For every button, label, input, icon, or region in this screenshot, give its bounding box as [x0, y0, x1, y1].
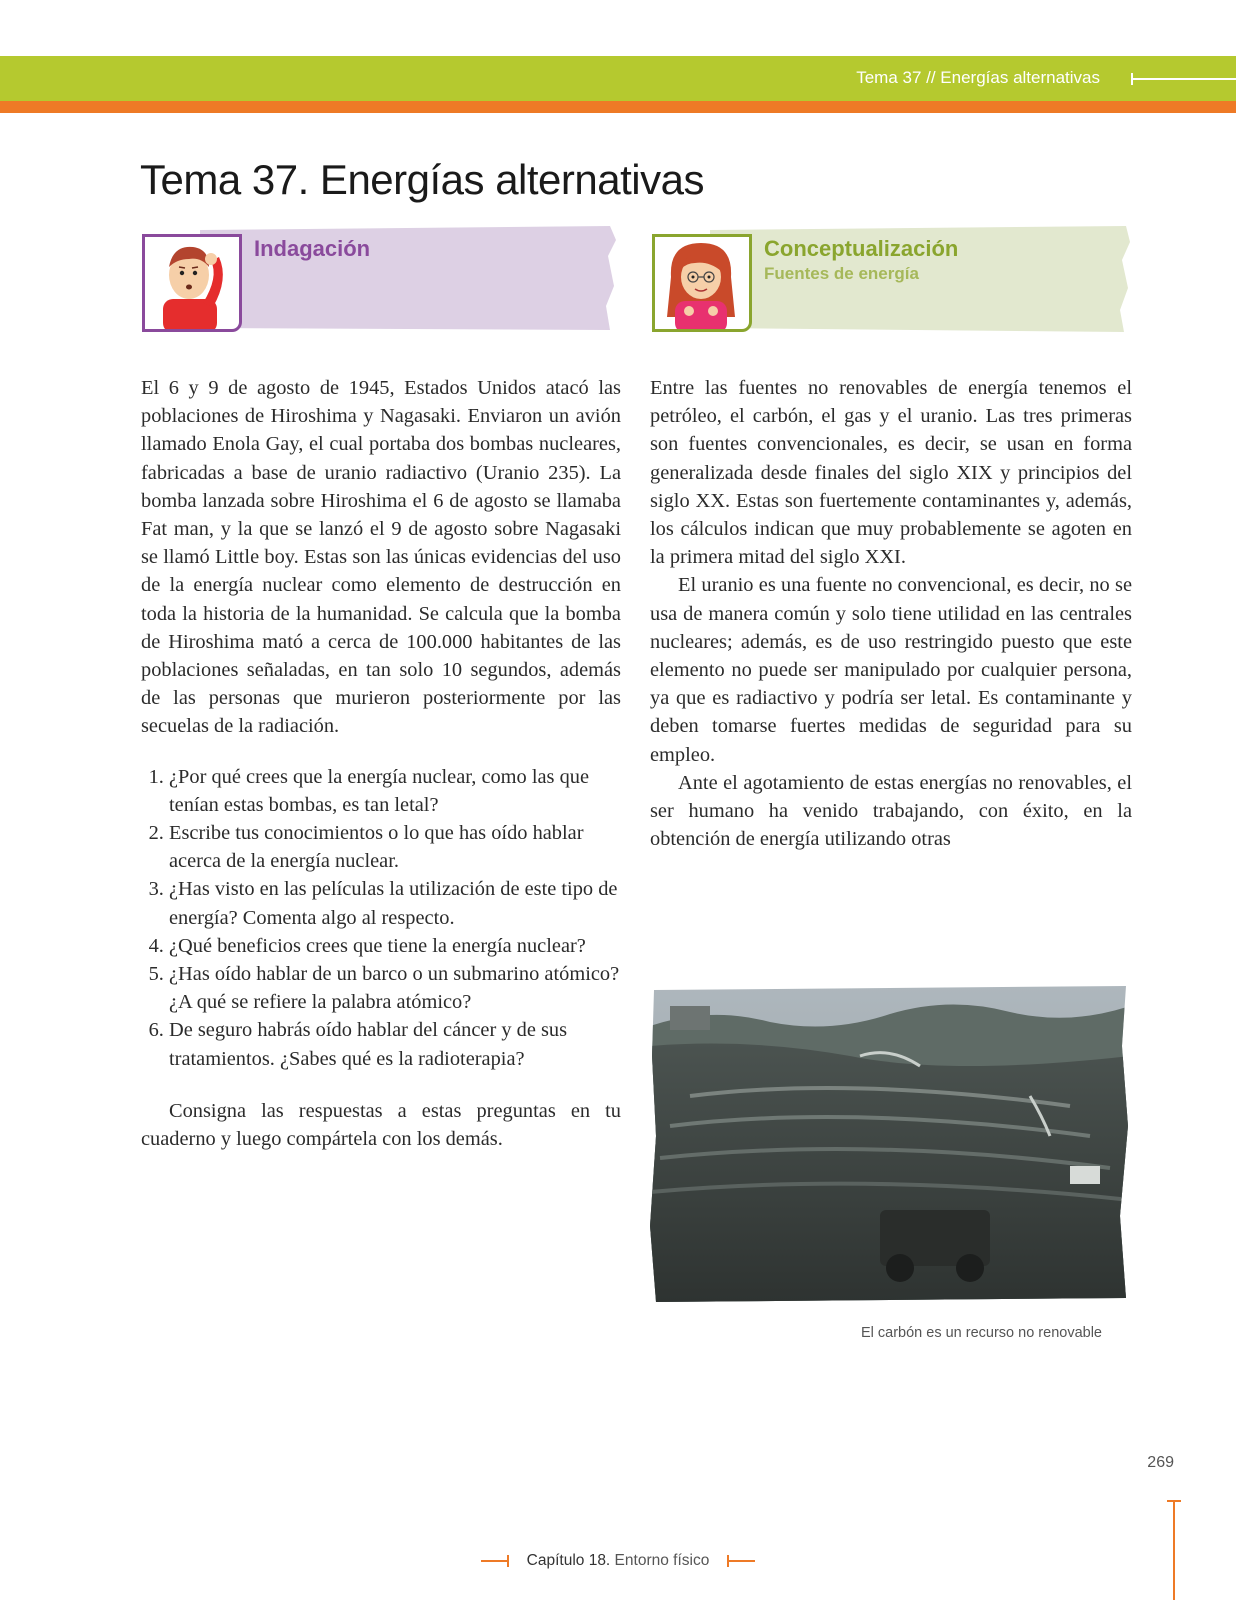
question-item: 5. ¿Has oído hablar de un barco o un submarino atómico? ¿A qué se refiere la palabra atómico? — [169, 960, 621, 1016]
conceptualizacion-title: Conceptualización — [764, 236, 959, 261]
footer — [0, 1552, 1236, 1570]
question-list — [141, 763, 621, 1073]
indagacion-banner — [140, 226, 622, 332]
conceptualizacion-subtitle: Fuentes de energía — [764, 264, 919, 283]
header-band-orange — [0, 101, 1236, 113]
running-head: Tema 37 // Energías alternativas — [856, 68, 1100, 87]
indagacion-avatar — [142, 234, 242, 332]
footer-ornament-left — [481, 1555, 509, 1567]
running-head-rule — [1131, 78, 1236, 80]
footer-chapter-label: Capítulo 18. — [526, 1552, 611, 1569]
question-item: 4. ¿Qué beneficios crees que tiene la energía nuclear? — [169, 932, 621, 960]
question-item: 2. Escribe tus conocimientos o lo que has oído hablar acerca de la energía nuclear. — [169, 819, 621, 875]
question-item: 3. ¿Has visto en las películas la utilización de este tipo de energía? Comenta algo al respecto. — [169, 875, 621, 931]
girl-teacher-icon — [655, 237, 749, 329]
paragraph: El uranio es una fuente no convencional, es decir, no se usa de manera común y solo tiene utilidad en las centrales nucleares; además, es de uso restringido puesto que este elemento no puede ser manipulado por cualquier persona, ya que es radiactivo y podría ser letal. Es contaminante y deben tomarse fuertes medidas de seguridad para su empleo. — [650, 574, 1132, 766]
page-number: 269 — [1147, 1454, 1174, 1471]
question-item: 6. De seguro habrás oído hablar del cáncer y de sus tratamientos. ¿Sabes qué es la radioterapia? — [169, 1016, 621, 1072]
closing-paragraph: Consigna las respuestas a estas preguntas en tu cuaderno y luego compártela con los demás. — [141, 1099, 621, 1151]
footer-chapter-name: Entorno físico — [610, 1552, 710, 1569]
indagacion-title: Indagación — [254, 236, 371, 261]
figure-caption: El carbón es un recurso no renovable — [860, 1325, 1102, 1341]
footer-ornament-right — [727, 1555, 755, 1567]
left-column — [141, 374, 621, 1153]
boy-thinking-icon — [145, 237, 239, 329]
intro-paragraph: El 6 y 9 de agosto de 1945, Estados Unidos atacó las poblaciones de Hiroshima y Nagasaki. Enviaron un avión llamado Enola Gay, el cual portaba dos bombas nucleares, fabricadas a base de uranio radiactivo (Uranio 235). La bomba lanzada sobre Hiroshima el 6 de agosto se llamaba Fat man, y la que se lanzó el 9 de agosto sobre Nagasaki se llamó Little boy. Estas son las únicas evidencias del uso de la energía nuclear como elemento de destrucción en toda la historia de la humanidad. Se calcula que la bomba de Hiroshima mató a cerca de 100.000 habitantes de las poblaciones señaladas, en tan solo 10 segundos, además de las personas que murieron posteriormente por las secuelas de la radiación. — [141, 377, 621, 738]
coal-mine-photo — [650, 986, 1130, 1302]
side-rule — [1173, 1500, 1175, 1600]
paragraph: Entre las fuentes no renovables de energía tenemos el petróleo, el carbón, el gas y el uranio. Las tres primeras son fuentes convencionales, es decir, se usan en forma generalizada desde finales del siglo XIX y principios del siglo XX. Estas son fuertemente contaminantes y, además, los cálculos indican que muy probablemente se agoten en la primera mitad del siglo XXI. — [650, 377, 1132, 569]
question-item: 1. ¿Por qué crees que la energía nuclear, como las que tenían estas bombas, es tan letal? — [169, 763, 621, 819]
page-title: Tema 37. Energías alternativas — [140, 156, 704, 203]
paragraph: Ante el agotamiento de estas energías no renovables, el ser humano ha venido trabajando, con éxito, en la obtención de energía utilizando otras — [650, 771, 1132, 851]
conceptualizacion-avatar — [652, 234, 752, 332]
right-column — [650, 374, 1132, 853]
conceptualizacion-banner — [650, 226, 1132, 332]
